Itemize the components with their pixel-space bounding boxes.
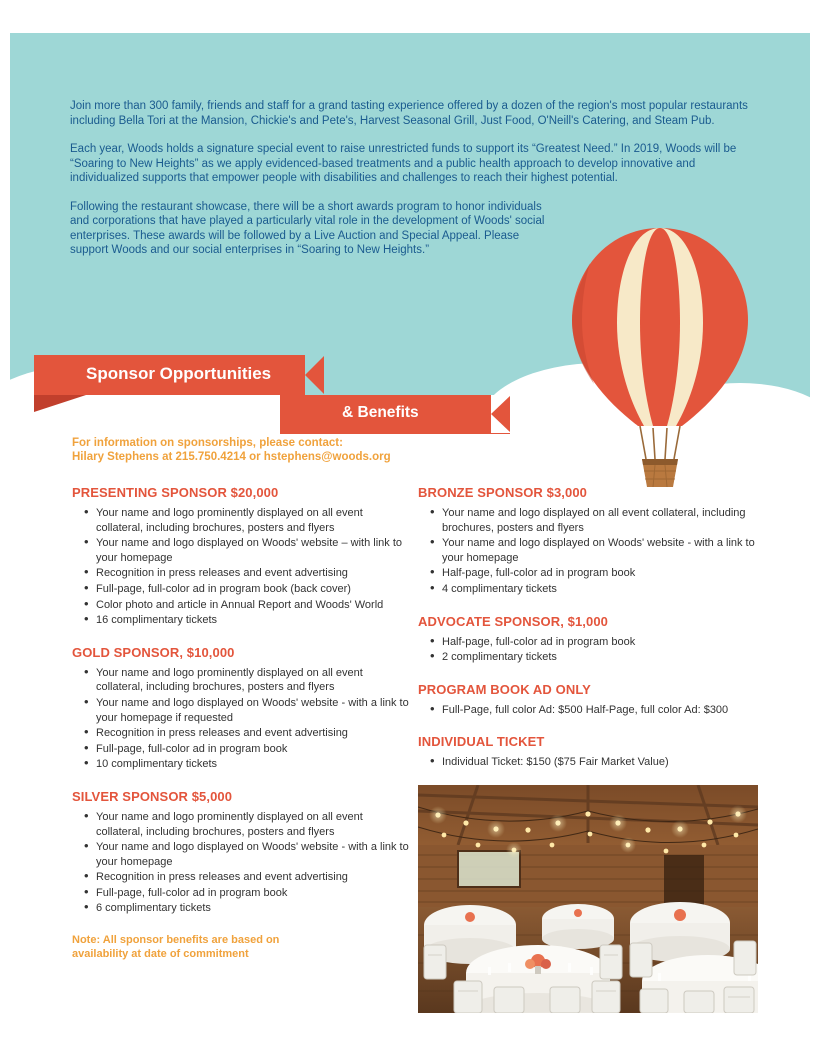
note-line-1: Note: All sponsor benefits are based on xyxy=(72,934,280,947)
tier-benefit-list xyxy=(72,506,412,628)
intro-paragraph-2: Each year, Woods holds a signature special event to raise unrestricted funds to support its “Greatest Need.” In 2019, Woods will be “Soaring to New Heights” as we apply evidenced-based treatments and a public health approach to develop innovative and individualized supports that empower people with disabilities and challenges to reach their highest potential. xyxy=(70,143,737,184)
list-item: • 2 complimentary tickets xyxy=(432,650,758,665)
venue-photo xyxy=(418,785,758,1013)
list-item: • Half-page, full-color ad in program book xyxy=(432,566,758,581)
list-item: • Your name and logo prominently displayed on all event collateral, including brochures, posters and flyers xyxy=(86,810,412,839)
tier-title: SILVER SPONSOR $5,000 xyxy=(72,788,233,804)
availability-note xyxy=(72,933,412,961)
sponsor-tier xyxy=(72,485,412,628)
tier-benefit-list xyxy=(418,703,758,718)
sponsor-tier xyxy=(418,485,758,597)
tier-benefit-list xyxy=(72,666,412,772)
banner-subtitle: & Benefits xyxy=(342,404,419,421)
ribbon-tail-shape xyxy=(34,395,86,412)
contact-info xyxy=(72,436,391,464)
tier-benefit-list xyxy=(418,635,758,665)
list-item: • Your name and logo displayed on Woods' website – with link to your homepage xyxy=(86,536,412,565)
tier-benefit-list xyxy=(418,506,758,597)
list-item: • Full-page, full-color ad in program book xyxy=(86,742,412,757)
list-item: • Your name and logo displayed on Woods' website - with a link to your homepage xyxy=(86,840,412,869)
list-item: • 16 complimentary tickets xyxy=(86,613,412,628)
ribbon-notch-shape xyxy=(491,395,511,433)
intro-paragraph-1: Join more than 300 family, friends and staff for a grand tasting experience offered by a dozen of the region's most popular restaurants including Bella Tori at the Mansion, Chickie's and Pete's, Harvest Seasonal Grill, Just Food, O'Neill's Catering, and Steam Pub. xyxy=(70,100,748,127)
intro-paragraph-3: Following the restaurant showcase, there will be a short awards program to honor individuals and corporations that have played a particularly vital role in the development of Woods' social enterprises. These awards will be followed by a Live Auction and Special Appeal. Please support Woods and our social enterprises in “Soaring to New Heights.” xyxy=(70,200,545,256)
sponsor-tier xyxy=(72,789,412,916)
note-line-2: availability at date of commitment xyxy=(72,948,249,961)
list-item: • Your name and logo displayed on Woods' website - with a link to your homepage if requested xyxy=(86,696,412,725)
tier-title: PRESENTING SPONSOR $20,000 xyxy=(72,485,279,500)
tier-title: INDIVIDUAL TICKET xyxy=(418,734,545,750)
sponsor-tiers-right-column xyxy=(418,485,758,787)
flyer-page xyxy=(10,33,810,1030)
list-item: • Full-Page, full color Ad: $500 Half-Page, full color Ad: $300 xyxy=(432,703,758,718)
sponsor-tier xyxy=(418,734,758,770)
ribbon-notch-shape xyxy=(305,355,325,395)
list-item: • Color photo and article in Annual Report and Woods' World xyxy=(86,598,412,613)
sponsor-tier xyxy=(418,682,758,718)
list-item: • 10 complimentary tickets xyxy=(86,757,412,772)
tier-title: PROGRAM BOOK AD ONLY xyxy=(418,681,591,697)
banner-title: Sponsor Opportunities xyxy=(86,364,272,383)
list-item: • Your name and logo prominently displayed on all event collateral, including brochures, posters and flyers xyxy=(86,506,412,535)
tier-title: ADVOCATE SPONSOR, $1,000 xyxy=(418,613,608,629)
list-item: • Recognition in press releases and event advertising xyxy=(86,566,412,581)
list-item: • Your name and logo displayed on Woods' website - with a link to your homepage xyxy=(432,536,758,565)
banner-primary-ribbon xyxy=(34,355,324,395)
list-item: • Your name and logo displayed on all event collateral, including brochures, posters and flyers xyxy=(432,506,758,535)
list-item: • Full-page, full-color ad in program book xyxy=(86,886,412,901)
contact-line-1: For information on sponsorships, please contact: xyxy=(72,437,343,449)
list-item: • Recognition in press releases and event advertising xyxy=(86,726,412,741)
sponsor-tier xyxy=(418,614,758,665)
banner-secondary-ribbon xyxy=(280,395,510,434)
sponsor-tier xyxy=(72,645,412,772)
list-item: • Recognition in press releases and event advertising xyxy=(86,870,412,885)
tier-title: BRONZE SPONSOR $3,000 xyxy=(418,485,587,500)
sponsor-tiers-left-column xyxy=(72,485,412,961)
list-item: • 4 complimentary tickets xyxy=(432,582,758,597)
tier-benefit-list xyxy=(418,755,758,770)
list-item: • Individual Ticket: $150 ($75 Fair Market Value) xyxy=(432,755,758,770)
list-item: • Full-page, full-color ad in program book (back cover) xyxy=(86,582,412,597)
contact-line-2[interactable]: Hilary Stephens at 215.750.4214 or hstephens@woods.org xyxy=(72,451,391,463)
list-item: • Your name and logo prominently displayed on all event collateral, including brochures, posters and flyers xyxy=(86,666,412,695)
tier-title: GOLD SPONSOR, $10,000 xyxy=(72,644,235,660)
list-item: • 6 complimentary tickets xyxy=(86,901,412,916)
tier-benefit-list xyxy=(72,810,412,916)
list-item: • Half-page, full-color ad in program book xyxy=(432,635,758,650)
